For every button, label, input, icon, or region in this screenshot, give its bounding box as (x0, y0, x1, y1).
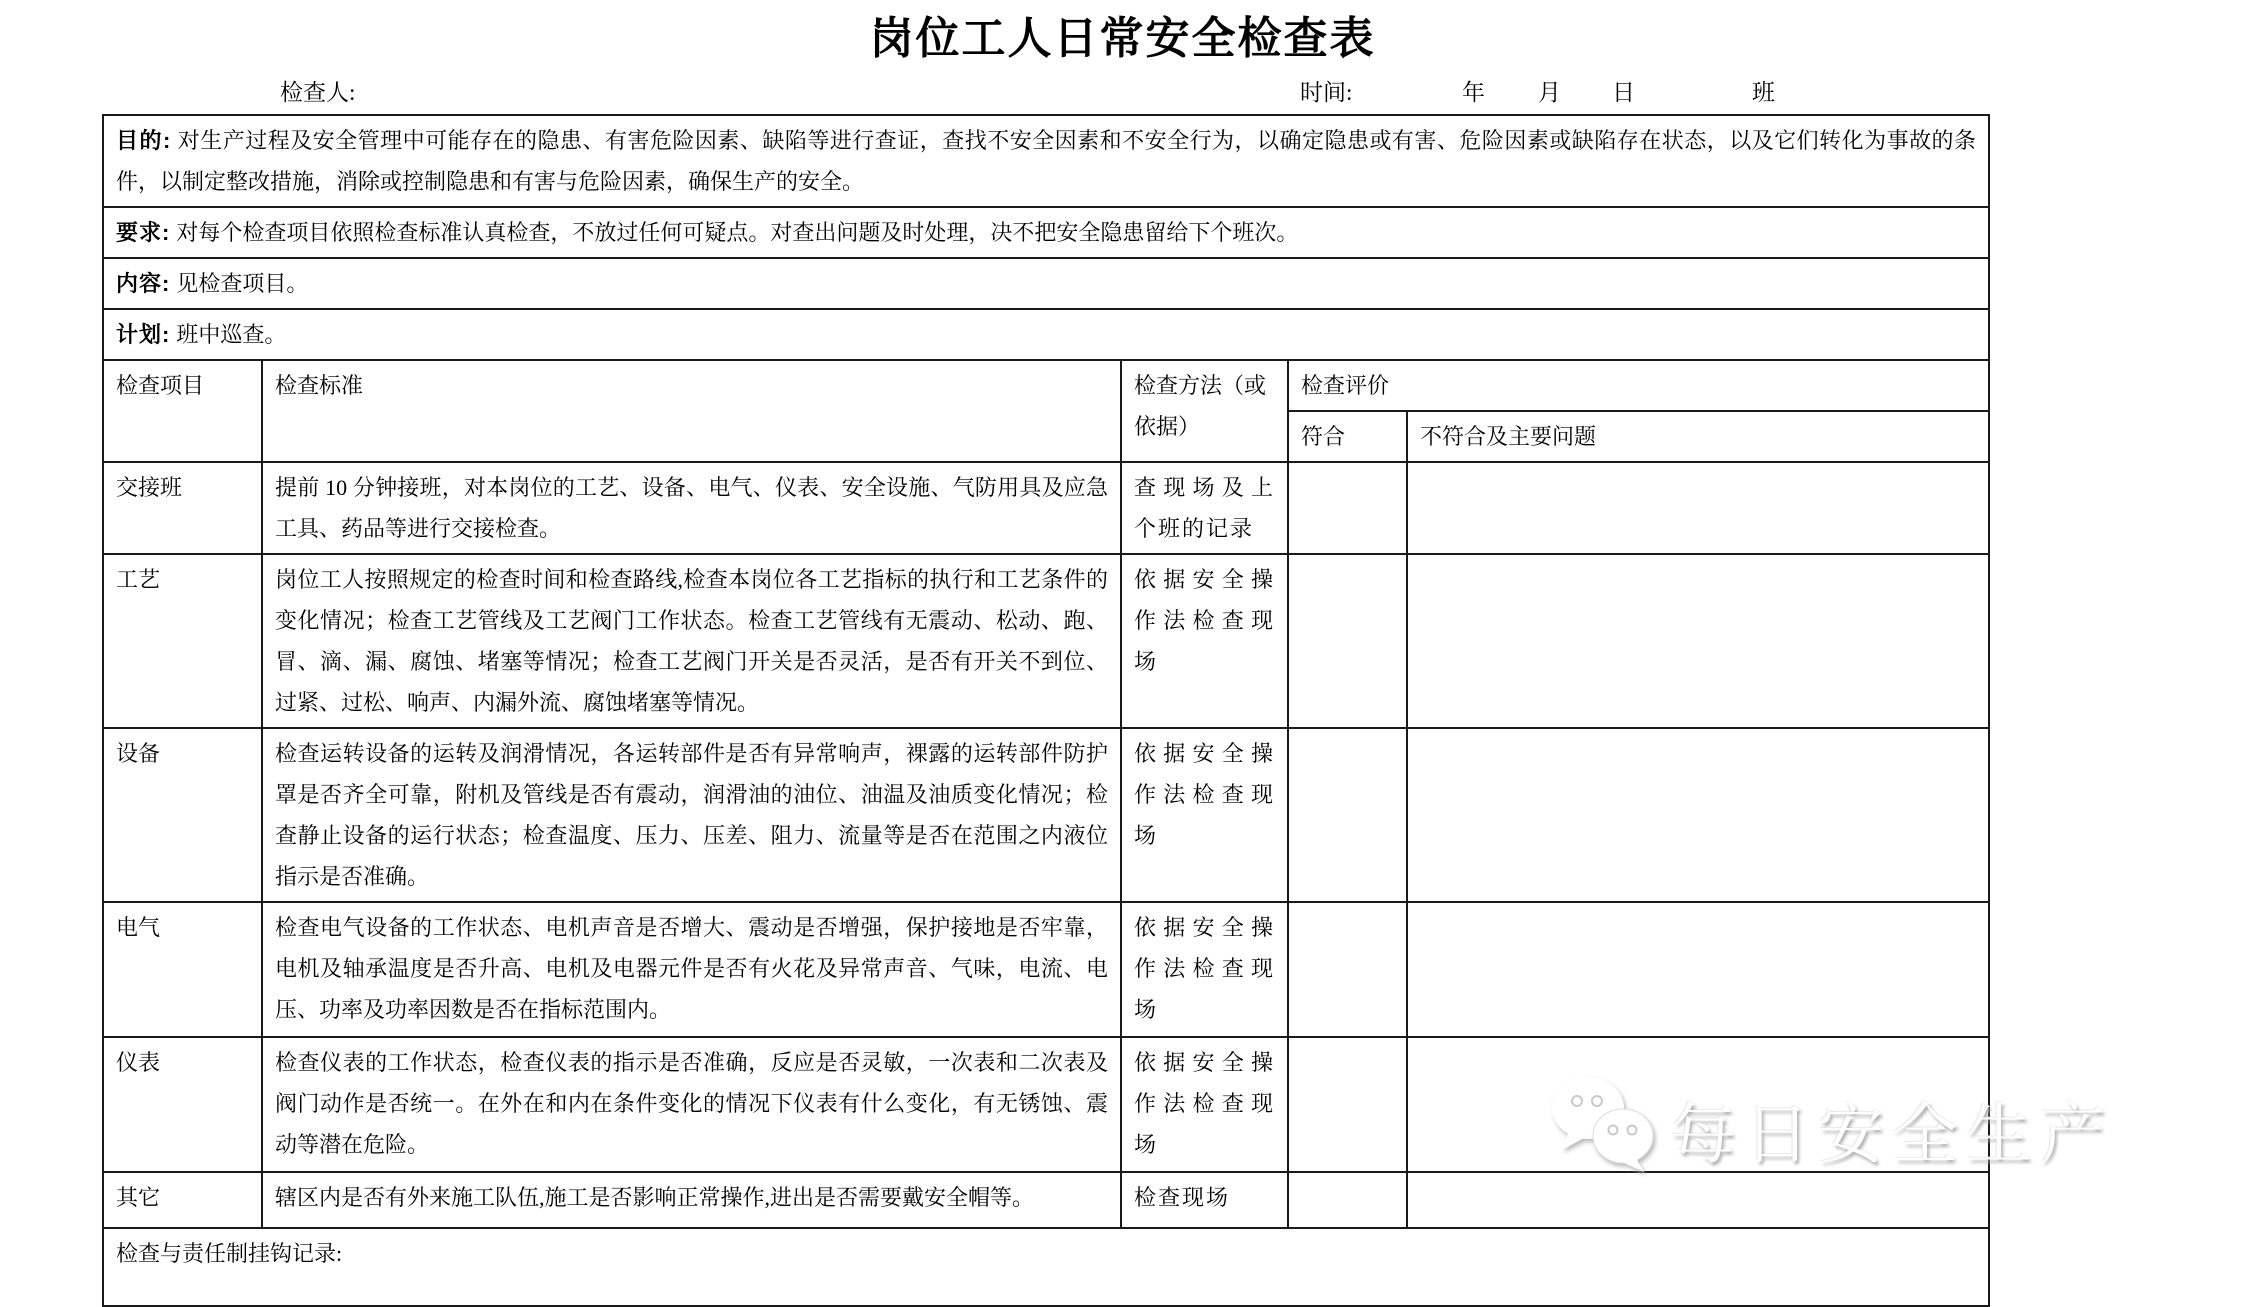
shift-label: 班 (1752, 80, 1775, 105)
table-header-row-1 (103, 360, 1989, 411)
purpose-cell (103, 115, 1989, 207)
row-nonconform-cell (1407, 462, 1989, 554)
table-row-shift-handover (103, 462, 1989, 554)
plan-cell (103, 309, 1989, 360)
row-item: 其它 (103, 1172, 262, 1228)
row-nonconform-cell (1407, 1037, 1989, 1172)
row-conform-cell (1288, 462, 1407, 554)
row-method: 检查现场 (1121, 1172, 1288, 1228)
inspector-label: 检查人: (280, 80, 356, 105)
day-label: 日 (1612, 80, 1635, 105)
row-item: 交接班 (103, 462, 262, 554)
header-conform: 符合 (1288, 411, 1407, 462)
time-label: 时间: (1300, 80, 1353, 105)
content-label: 内容: (116, 271, 171, 296)
row-nonconform-cell (1407, 728, 1989, 902)
row-method: 依据安全操作法检查现场 (1121, 1037, 1288, 1172)
content-text: 见检查项目。 (176, 271, 309, 296)
inspection-table (102, 114, 1990, 1307)
row-item: 仪表 (103, 1037, 262, 1172)
requirement-cell (103, 207, 1989, 258)
month-label: 月 (1538, 80, 1561, 105)
content-cell (103, 258, 1989, 309)
row-standard: 检查仪表的工作状态，检查仪表的指示是否准确，反应是否灵敏，一次表和二次表及阀门动作是否统一。在外在和内在条件变化的情况下仪表有什么变化，有无锈蚀、震动等潜在危险。 (262, 1037, 1121, 1172)
purpose-label: 目的: (116, 128, 172, 153)
page-title: 岗位工人日常安全检查表 (869, 14, 1376, 63)
row-standard: 检查电气设备的工作状态、电机声音是否增大、震动是否增强，保护接地是否牢靠，电机及轴承温度是否升高、电机及电器元件是否有火花及异常声音、气味，电流、电压、功率及功率因数是否在指标范围内。 (262, 902, 1121, 1037)
row-method: 依据安全操作法检查现场 (1121, 902, 1288, 1037)
watermark-text: 每日安全生产 (1670, 1098, 2114, 1172)
header-item: 检查项目 (103, 360, 262, 462)
table-row-equipment (103, 728, 1989, 902)
row-standard: 检查运转设备的运转及润滑情况，各运转部件是否有异常响声，裸露的运转部件防护罩是否齐全可靠，附机及管线是否有震动，润滑油的油位、油温及油质变化情况；检查静止设备的运行状态；检查温度、压力、压差、阻力、流量等是否在范围之内液位指示是否准确。 (262, 728, 1121, 902)
info-row-content (103, 258, 1989, 309)
row-conform-cell (1288, 728, 1407, 902)
header-evaluation: 检查评价 (1288, 360, 1989, 411)
row-method: 依据安全操作法检查现场 (1121, 554, 1288, 728)
row-nonconform-cell (1407, 1172, 1989, 1228)
row-standard: 提前 10 分钟接班，对本岗位的工艺、设备、电气、仪表、安全设施、气防用具及应急工具、药品等进行交接检查。 (262, 462, 1121, 554)
row-conform-cell (1288, 902, 1407, 1037)
row-method: 查现场及上个班的记录 (1121, 462, 1288, 554)
linkage-record-cell: 检查与责任制挂钩记录: (103, 1228, 1989, 1306)
row-nonconform-cell (1407, 554, 1989, 728)
row-nonconform-cell (1407, 902, 1989, 1037)
row-conform-cell (1288, 1037, 1407, 1172)
requirement-label: 要求: (116, 220, 171, 245)
plan-label: 计划: (116, 322, 171, 347)
row-method: 依据安全操作法检查现场 (1121, 728, 1288, 902)
row-standard: 辖区内是否有外来施工队伍,施工是否影响正常操作,进出是否需要戴安全帽等。 (262, 1172, 1121, 1228)
table-footer-row (103, 1228, 1989, 1306)
table-row-electrical (103, 902, 1989, 1037)
header-method: 检查方法（或依据） (1121, 360, 1288, 462)
row-item: 设备 (103, 728, 262, 902)
header-standard: 检查标准 (262, 360, 1121, 462)
purpose-text: 对生产过程及安全管理中可能存在的隐患、有害危险因素、缺陷等进行查证，查找不安全因素和不安全行为，以确定隐患或有害、危险因素或缺陷存在状态，以及它们转化为事故的条件，以制定整改措施，消除或控制隐患和有害与危险因素，确保生产的安全。 (116, 128, 1977, 194)
row-item: 工艺 (103, 554, 262, 728)
row-standard: 岗位工人按照规定的检查时间和检查路线,检查本岗位各工艺指标的执行和工艺条件的变化情况；检查工艺管线及工艺阀门工作状态。检查工艺管线有无震动、松动、跑、冒、滴、漏、腐蚀、堵塞等情况；检查工艺阀门开关是否灵活，是否有开关不到位、过紧、过松、响声、内漏外流、腐蚀堵塞等情况。 (262, 554, 1121, 728)
row-conform-cell (1288, 1172, 1407, 1228)
info-row-purpose (103, 115, 1989, 207)
info-row-plan (103, 309, 1989, 360)
info-row-requirement (103, 207, 1989, 258)
row-item: 电气 (103, 902, 262, 1037)
table-row-other (103, 1172, 1989, 1228)
requirement-text: 对每个检查项目依照检查标准认真检查，不放过任何可疑点。对查出问题及时处理，决不把安全隐患留给下个班次。 (176, 220, 1299, 245)
year-label: 年 (1462, 80, 1485, 105)
meta-row (0, 74, 2245, 114)
table-row-process (103, 554, 1989, 728)
row-conform-cell (1288, 554, 1407, 728)
header-nonconform: 不符合及主要问题 (1407, 411, 1989, 462)
table-row-instrument (103, 1037, 1989, 1172)
plan-text: 班中巡查。 (176, 322, 287, 347)
